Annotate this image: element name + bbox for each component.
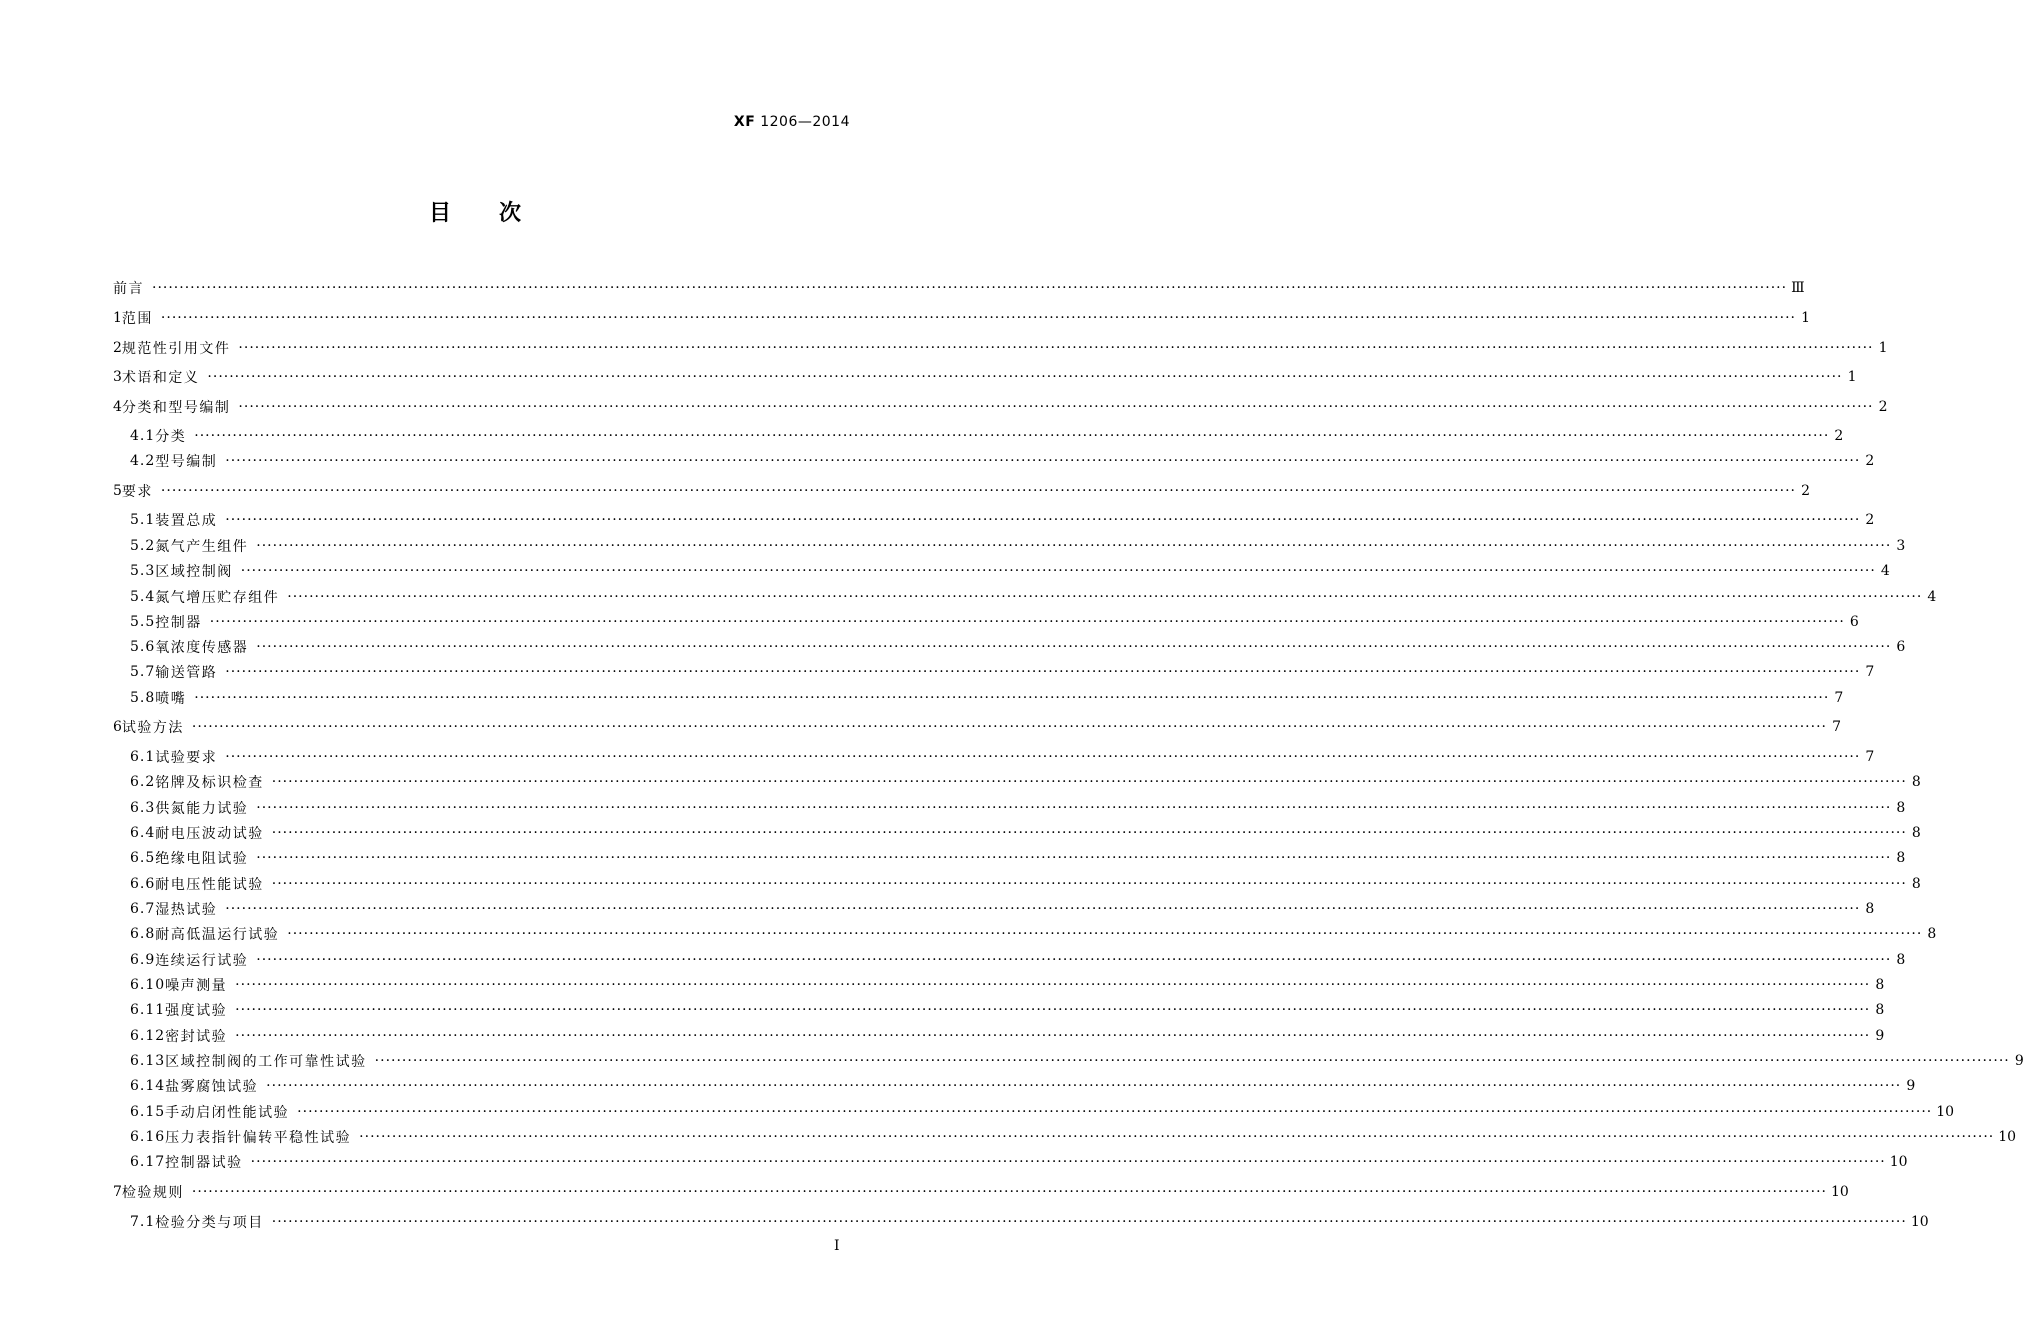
toc-entry-number: 6.5 <box>130 850 156 866</box>
toc-entry-label: 检验分类与项目 <box>155 1215 264 1231</box>
toc-leader-dots: ············································································································································································································································································································ <box>250 1154 1886 1170</box>
toc-entry[interactable] <box>113 481 1810 501</box>
toc-leader-dots: ············································································································································································································································································································ <box>266 1078 1902 1094</box>
toc-entry-label: 氮气增压贮存组件 <box>155 590 280 606</box>
toc-entry[interactable] <box>130 510 1875 530</box>
toc-leader-dots: ············································································································································································································································································································ <box>225 901 1861 917</box>
toc-entry-label: 分类 <box>155 429 187 445</box>
toc-entry-label: 耐电压性能试验 <box>155 877 264 893</box>
toc-entry-label: 前言 <box>113 281 144 297</box>
toc-leader-dots: ············································································································································································································································································································ <box>256 639 1892 655</box>
toc-entry-page: 1 <box>1847 369 1857 385</box>
toc-leader-dots: ············································································································································································································································································································ <box>160 483 1796 499</box>
toc-entry[interactable] <box>130 1051 2024 1071</box>
toc-leader-dots: ············································································································································································································································································································ <box>256 850 1892 866</box>
toc-entry-number: 5.7 <box>130 664 156 680</box>
toc-entry-number: 6.1 <box>130 749 156 765</box>
toc-entry-label: 试验方法 <box>121 720 184 736</box>
toc-entry-number: 6.3 <box>130 800 156 816</box>
toc-entry[interactable] <box>130 662 1875 682</box>
toc-entry-label: 装置总成 <box>155 513 218 529</box>
toc-entry-number: 4 <box>113 399 122 415</box>
footer-page-number: Ⅰ <box>834 1238 840 1254</box>
toc-leader-dots: ············································································································································································································································································································ <box>256 800 1892 816</box>
toc-entry-label: 控制器试验 <box>165 1155 243 1171</box>
toc-entry[interactable] <box>130 874 1921 894</box>
toc-entry-page: 9 <box>1906 1078 1916 1094</box>
toc-entry-number: 1 <box>113 310 122 326</box>
toc-entry[interactable] <box>130 561 1890 581</box>
toc-entry-page: 2 <box>1878 399 1888 415</box>
toc-entry-label: 噪声测量 <box>165 978 228 994</box>
toc-entry-number: 6.6 <box>130 876 156 892</box>
toc-entry-label: 供氮能力试验 <box>155 801 249 817</box>
toc-entry[interactable] <box>130 688 1844 708</box>
toc-entry-label: 耐电压波动试验 <box>155 826 264 842</box>
toc-entry-label: 区域控制阀的工作可靠性试验 <box>165 1054 367 1070</box>
toc-entry-label: 密封试验 <box>165 1029 228 1045</box>
document-code-number: 1206—2014 <box>760 114 850 130</box>
toc-entry-label: 铭牌及标识检查 <box>155 775 264 791</box>
toc-entry-page: 2 <box>1865 453 1875 469</box>
toc-entry-number: 5.5 <box>130 614 156 630</box>
toc-entry-number: 4.2 <box>130 453 156 469</box>
toc-entry[interactable] <box>113 1182 1849 1202</box>
toc-leader-dots: ············································································································································································································································································································ <box>238 399 1874 415</box>
toc-entry-label: 连续运行试验 <box>155 953 249 969</box>
toc-entry-number: 3 <box>113 369 122 385</box>
toc-entry-label: 控制器 <box>155 615 202 631</box>
toc-entry[interactable] <box>130 612 1859 632</box>
toc-entry[interactable] <box>130 1102 1955 1122</box>
toc-entry[interactable] <box>130 536 1906 556</box>
toc-leader-dots: ············································································································································································································································································································ <box>152 280 1788 296</box>
toc-entry-label: 区域控制阀 <box>155 564 233 580</box>
toc-entry-number: 6.17 <box>130 1154 166 1170</box>
toc-entry-label: 耐高低温运行试验 <box>155 927 280 943</box>
toc-entry[interactable] <box>113 367 1857 387</box>
toc-entry-page: 8 <box>1896 850 1906 866</box>
toc-leader-dots: ············································································································································································································································································································ <box>256 952 1892 968</box>
toc-entry-page: 8 <box>1911 825 1921 841</box>
toc-entry[interactable] <box>130 950 1906 970</box>
toc-entry-number: 5 <box>113 483 122 499</box>
toc-entry-label: 分类和型号编制 <box>121 400 231 416</box>
toc-entry-number: 6.11 <box>130 1002 166 1018</box>
toc-entry-number: 7.1 <box>130 1214 156 1230</box>
toc-leader-dots: ············································································································································································································································································································ <box>235 1028 1871 1044</box>
toc-entry-label: 输送管路 <box>155 665 218 681</box>
toc-leader-dots: ············································································································································································································································································································ <box>238 340 1874 356</box>
toc-entry-page: 6 <box>1849 614 1859 630</box>
toc-entry[interactable] <box>130 848 1906 868</box>
toc-entry[interactable] <box>113 278 1805 298</box>
toc-entry-number: 5.2 <box>130 538 156 554</box>
toc-entry-page: 7 <box>1832 719 1841 735</box>
toc-entry[interactable] <box>130 924 1937 944</box>
toc-entry-page: 7 <box>1865 664 1875 680</box>
toc-leader-dots: ············································································································································································································································································································ <box>287 926 1923 942</box>
toc-entry[interactable] <box>130 1212 1929 1232</box>
toc-entry-page: 1 <box>1801 310 1810 326</box>
toc-leader-dots: ············································································································································································································································································································ <box>271 876 1907 892</box>
page-title: 目次 <box>428 201 569 226</box>
toc-entry-label: 范围 <box>121 311 153 327</box>
toc-leader-dots: ············································································································································································································································································································ <box>287 589 1923 605</box>
toc-entry-page: 4 <box>1927 589 1937 605</box>
toc-entry[interactable] <box>130 1152 1908 1172</box>
toc-entry-page: 8 <box>1875 1002 1885 1018</box>
toc-leader-dots: ············································································································································································································································································································ <box>374 1053 2010 1069</box>
toc-entry-label: 检验规则 <box>121 1185 184 1201</box>
toc-entry-page: 10 <box>1830 1184 1849 1200</box>
toc-entry[interactable] <box>113 397 1888 417</box>
toc-entry-page: 9 <box>1875 1028 1885 1044</box>
toc-entry-page: 6 <box>1896 639 1906 655</box>
toc-entry[interactable] <box>113 338 1888 358</box>
toc-leader-dots: ············································································································································································································································································································ <box>225 749 1861 765</box>
toc-entry[interactable] <box>130 823 1921 843</box>
toc-entry-label: 湿热试验 <box>155 902 218 918</box>
toc-entry-number: 5.3 <box>130 563 156 579</box>
toc-entry-label: 要求 <box>121 484 153 500</box>
toc-entry-number: 6.2 <box>130 774 156 790</box>
toc-entry-number: 5.6 <box>130 639 156 655</box>
toc-entry[interactable] <box>130 772 1921 792</box>
toc-entry-page: 8 <box>1865 901 1875 917</box>
toc-entry-label: 绝缘电阻试验 <box>155 851 249 867</box>
toc-entry-number: 5.8 <box>130 690 156 706</box>
toc-entry-number: 5.1 <box>130 512 156 528</box>
document-code <box>734 114 850 130</box>
toc-leader-dots: ············································································································································································································································································································ <box>271 825 1907 841</box>
toc-entry-page: 2 <box>1834 428 1844 444</box>
toc-entry[interactable] <box>113 308 1810 328</box>
toc-entry-label: 盐雾腐蚀试验 <box>165 1079 259 1095</box>
toc-entry-page: 2 <box>1801 483 1810 499</box>
toc-entry[interactable] <box>130 747 1875 767</box>
toc-leader-dots: ············································································································································································································································································································ <box>207 369 1843 385</box>
toc-entry-number: 6 <box>113 719 122 735</box>
toc-entry-label: 强度试验 <box>165 1003 228 1019</box>
toc-entry-page: 8 <box>1911 876 1921 892</box>
toc-entry-page: 4 <box>1880 563 1890 579</box>
toc-entry-number: 6.9 <box>130 952 156 968</box>
toc-entry[interactable] <box>113 717 1841 737</box>
toc-entry-page: 8 <box>1911 774 1921 790</box>
toc-entry[interactable] <box>130 451 1875 471</box>
toc-entry-page: 10 <box>1998 1129 2017 1145</box>
toc-entry-page: 1 <box>1878 340 1888 356</box>
toc-entry-label: 氮气产生组件 <box>155 539 249 555</box>
toc-entry-page: 8 <box>1896 800 1906 816</box>
toc-entry-label: 压力表指针偏转平稳性试验 <box>165 1130 352 1146</box>
toc-entry-number: 6.4 <box>130 825 156 841</box>
toc-leader-dots: ············································································································································································································································································································ <box>359 1129 1995 1145</box>
toc-leader-dots: ············································································································································································································································································································ <box>225 453 1861 469</box>
toc-leader-dots: ············································································································································································································································································································ <box>271 774 1907 790</box>
toc-entry[interactable] <box>130 1026 1885 1046</box>
toc-entry-page: 8 <box>1875 977 1885 993</box>
toc-entry-page: Ⅲ <box>1791 280 1805 296</box>
toc-entry[interactable] <box>130 1076 1916 1096</box>
toc-entry-label: 试验要求 <box>155 750 218 766</box>
toc-entry-page: 3 <box>1896 538 1906 554</box>
toc-entry[interactable] <box>130 426 1844 446</box>
toc-leader-dots: ············································································································································································································································································································ <box>194 428 1830 444</box>
toc-entry-number: 6.10 <box>130 977 166 993</box>
toc-entry-number: 6.13 <box>130 1053 166 1069</box>
toc-entry-number: 6.15 <box>130 1104 166 1120</box>
toc-entry-number: 6.7 <box>130 901 156 917</box>
toc-leader-dots: ············································································································································································································································································································ <box>225 664 1861 680</box>
toc-entry-number: 6.14 <box>130 1078 166 1094</box>
toc-entry-page: 10 <box>1910 1214 1929 1230</box>
toc-leader-dots: ············································································································································································································································································································ <box>297 1104 1933 1120</box>
toc-leader-dots: ············································································································································································································································································································ <box>191 719 1827 735</box>
toc-entry-label: 型号编制 <box>155 454 218 470</box>
toc-leader-dots: ············································································································································································································································································································ <box>225 512 1861 528</box>
toc-entry-page: 9 <box>2014 1053 2024 1069</box>
toc-entry[interactable] <box>130 798 1906 818</box>
toc-entry-page: 10 <box>1936 1104 1955 1120</box>
toc-leader-dots: ············································································································································································································································································································ <box>160 310 1796 326</box>
toc-entry-number: 5.4 <box>130 589 156 605</box>
toc-entry-page: 2 <box>1865 512 1875 528</box>
toc-entry-page: 7 <box>1834 690 1844 706</box>
toc-leader-dots: ············································································································································································································································································································ <box>194 690 1830 706</box>
toc-leader-dots: ············································································································································································································································································································ <box>240 563 1876 579</box>
toc-entry-label: 术语和定义 <box>121 370 200 386</box>
toc-entry-page: 8 <box>1927 926 1937 942</box>
toc-entry-number: 6.12 <box>130 1028 166 1044</box>
toc-entry-number: 6.16 <box>130 1129 166 1145</box>
toc-leader-dots: ············································································································································································································································································································ <box>256 538 1892 554</box>
document-code-prefix: XF <box>733 114 756 130</box>
toc-entry[interactable] <box>130 1000 1885 1020</box>
toc-entry-number: 4.1 <box>130 428 156 444</box>
toc-entry[interactable] <box>130 975 1885 995</box>
toc-entry-number: 2 <box>113 340 122 356</box>
toc-entry[interactable] <box>130 899 1875 919</box>
toc-leader-dots: ············································································································································································································································································································ <box>235 977 1871 993</box>
toc-entry-page: 7 <box>1865 749 1875 765</box>
toc-entry[interactable] <box>130 637 1906 657</box>
toc-entry-label: 氧浓度传感器 <box>155 640 249 656</box>
toc-entry-number: 6.8 <box>130 926 156 942</box>
toc-entry-label: 手动启闭性能试验 <box>165 1105 290 1121</box>
toc-entry-page: 8 <box>1896 952 1906 968</box>
toc-entry[interactable] <box>130 587 1937 607</box>
toc-leader-dots: ············································································································································································································································································································ <box>235 1002 1871 1018</box>
toc-entry-page: 10 <box>1889 1154 1908 1170</box>
toc-leader-dots: ············································································································································································································································································································ <box>191 1184 1827 1200</box>
toc-entry-number: 7 <box>113 1184 122 1200</box>
toc-entry-label: 规范性引用文件 <box>121 341 231 357</box>
toc-leader-dots: ············································································································································································································································································································ <box>209 614 1845 630</box>
toc-entry-label: 喷嘴 <box>155 691 187 707</box>
toc-entry[interactable] <box>130 1127 2017 1147</box>
toc-leader-dots: ············································································································································································································································································································ <box>271 1214 1907 1230</box>
